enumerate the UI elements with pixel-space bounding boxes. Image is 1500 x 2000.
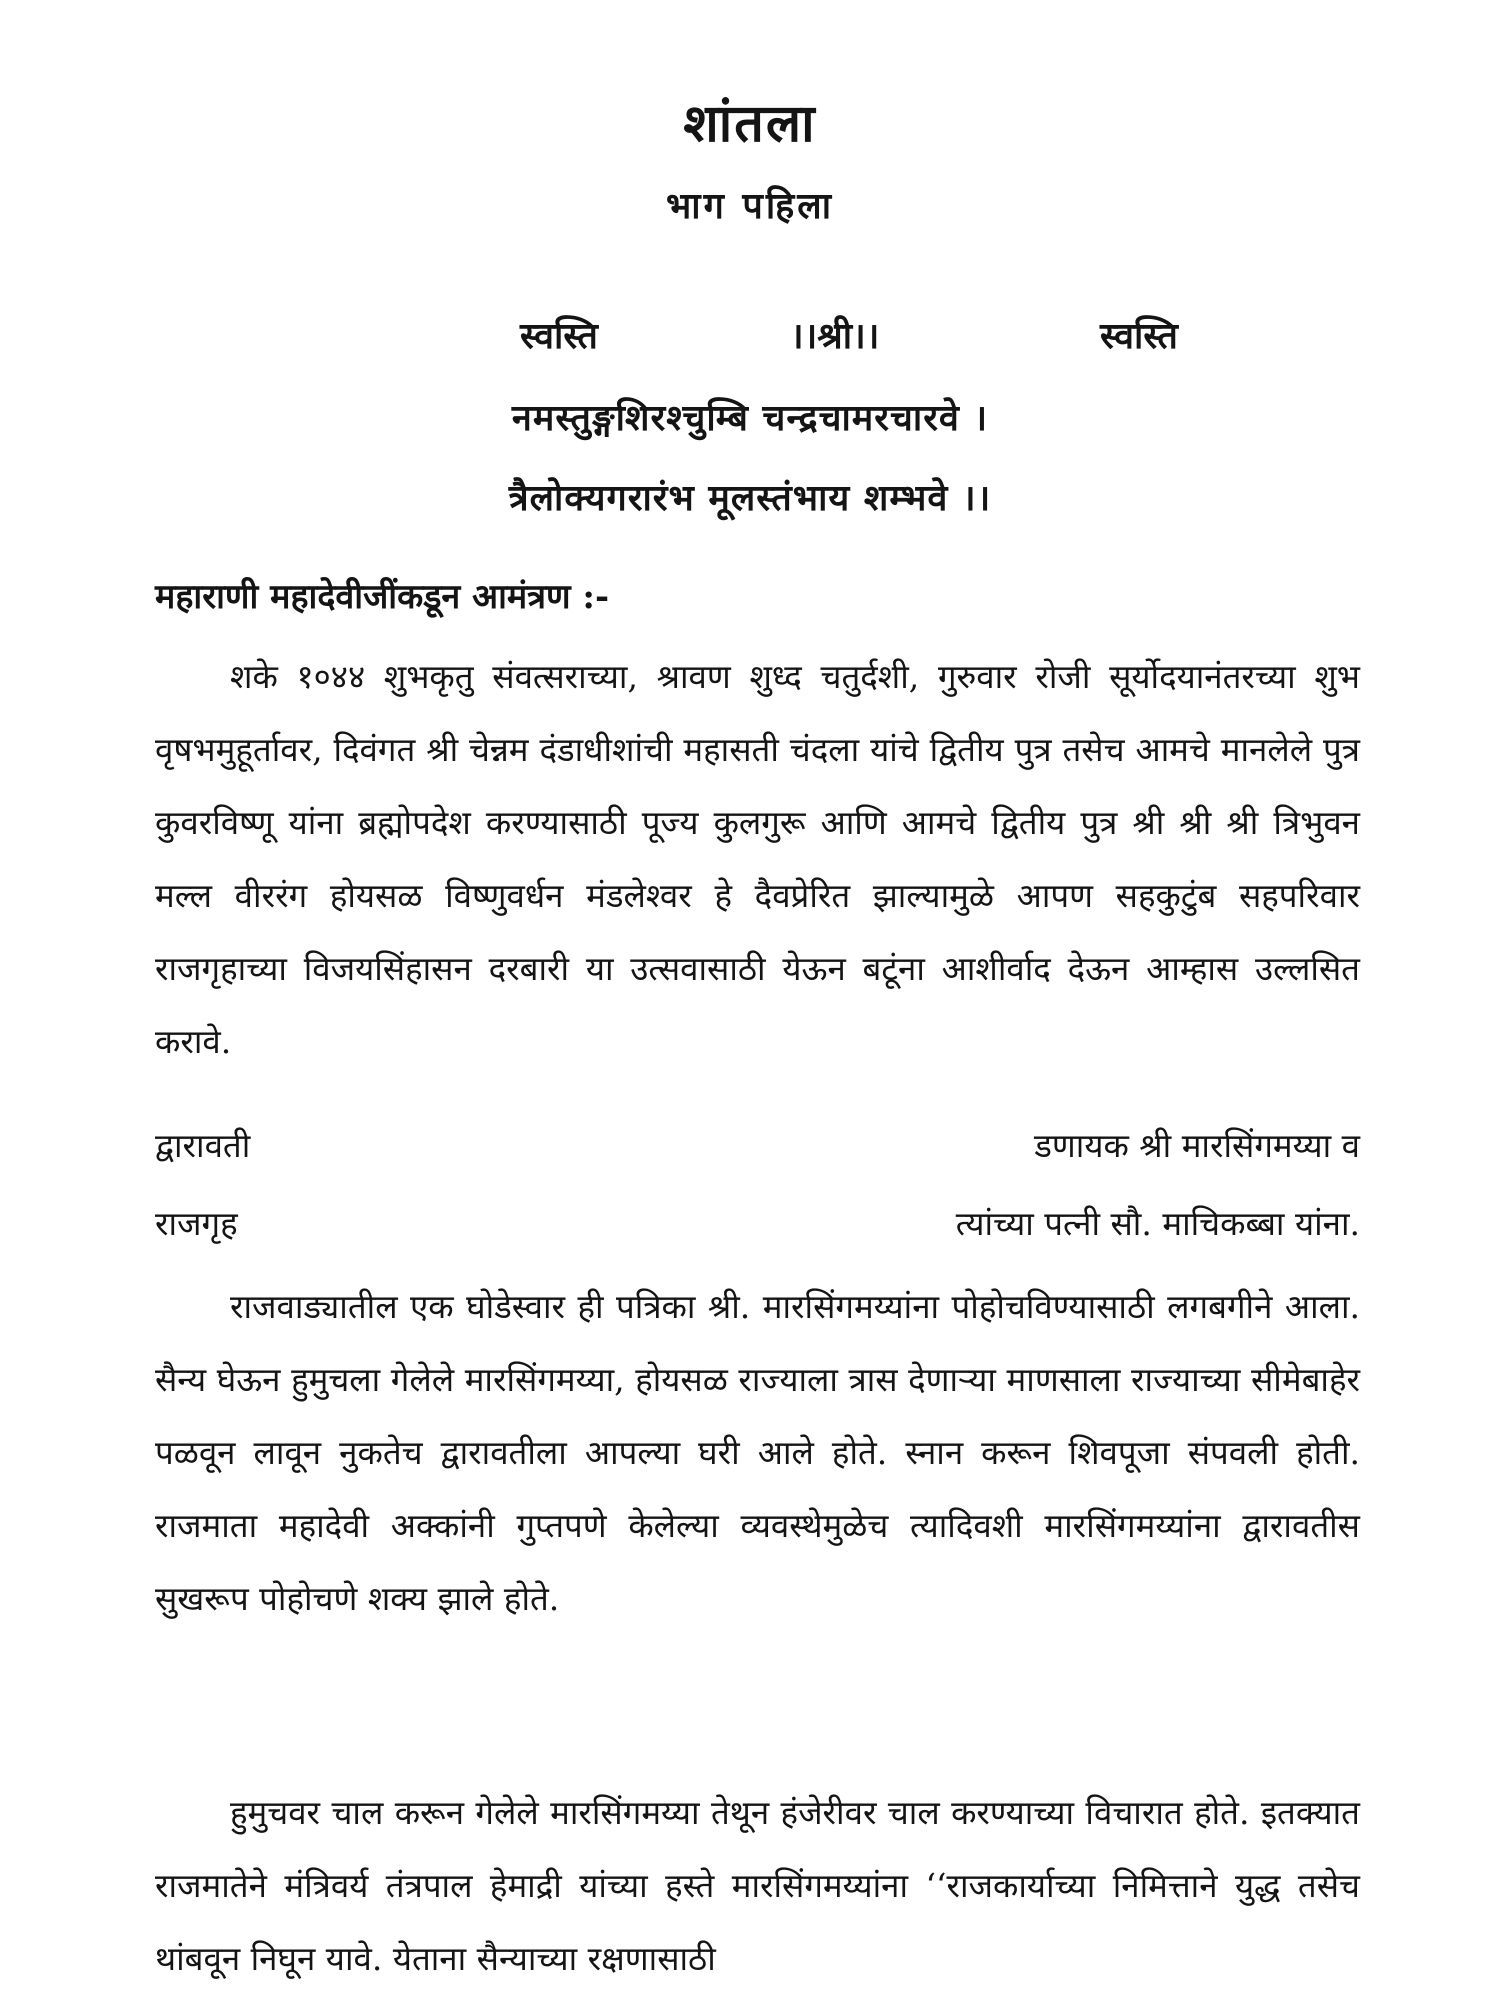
signature-addressee-2: त्यांच्या पत्नी सौ. माचिकब्बा यांना. <box>955 1204 1360 1243</box>
signature-addressee-1: डणायक श्री मारसिंगमय्या व <box>1034 1126 1360 1165</box>
verse-line-1: नमस्तुङ्गशिरश्चुम्बि चन्द्रचामरचारवे । <box>511 397 989 439</box>
signature-place-2: राजगृह <box>155 1204 238 1243</box>
signature-place-1: द्वारावती <box>155 1126 251 1165</box>
body-paragraph: राजवाड्यातील एक घोडेस्वार ही पत्रिका श्री. मारसिंगमय्यांना पोहोचविण्यासाठी लगबगीने आला. सैन्य घेऊन हुमुचला गेलेले मारसिंगमय्या, होयसळ राज्याला त्रास देणाऱ्या माणसाला राज्याच्या सीमेबाहेर पळवून लावून नुकतेच द्वारावतीला आपल्या घरी आले होते. स्नान करून शिवपूजा संपवली होती. राजमाता महादेवी अक्कांनी गुप्तपणे केलेल्या व्यवस्थेमुळेच त्यादिवशी मारसिंगमय्यांना द्वारावतीस सुखरूप पोहोचणे शक्य झाले होते. <box>155 1287 1360 1618</box>
invocation-right: स्वस्ति <box>1100 315 1178 357</box>
invitation-heading: महाराणी महादेवीजींकडून आमंत्रण :- <box>155 577 610 617</box>
page-subtitle: भाग पहिला <box>665 185 835 227</box>
body-paragraph: हुमुचवर चाल करून गेलेले मारसिंगमय्या तेथून हंजेरीवर चाल करण्याच्या विचारात होते. इतक्यात राजमातेने मंत्रिवर्य तंत्रपाल हेमाद्री यांच्या हस्ते मारसिंगमय्यांना ‘‘राजकार्याच्या निमित्ताने युद्ध तसेच थांबवून निघून यावे. येताना सैन्याच्या रक्षणासाठी <box>155 1793 1360 1978</box>
verse-line-2: त्रैलोक्यगरारंभ मूलस्तंभाय शम्भवे ।। <box>508 477 992 519</box>
invocation-left: स्वस्ति <box>520 315 598 357</box>
page-title: शांतला <box>683 93 817 154</box>
invitation-body: शके १०४४ शुभकृतु संवत्सराच्या, श्रावण शुध्द चतुर्दशी, गुरुवार रोजी सूर्योदयानंतरच्या शुभ वृषभमुहूर्तावर, दिवंगत श्री चेन्नम दंडाधीशांची महासती चंदला यांचे द्वितीय पुत्र तसेच आमचे मानलेले पुत्र कुवरविष्णू यांना ब्रह्मोपदेश करण्यासाठी पूज्य कुलगुरू आणि आमचे द्वितीय पुत्र श्री श्री श्री त्रिभुवन मल्ल वीररंग होयसळ विष्णुवर्धन मंडलेश्वर हे दैवप्रेरित झाल्यामुळे आपण सहकुटुंब सहपरिवार राजगृहाच्या विजयसिंहासन दरबारी या उत्सवासाठी येऊन बटूंना आशीर्वाद देऊन आम्हास उल्लसित करावे. <box>155 657 1360 1061</box>
invocation-middle: ।।श्री।। <box>790 315 880 357</box>
